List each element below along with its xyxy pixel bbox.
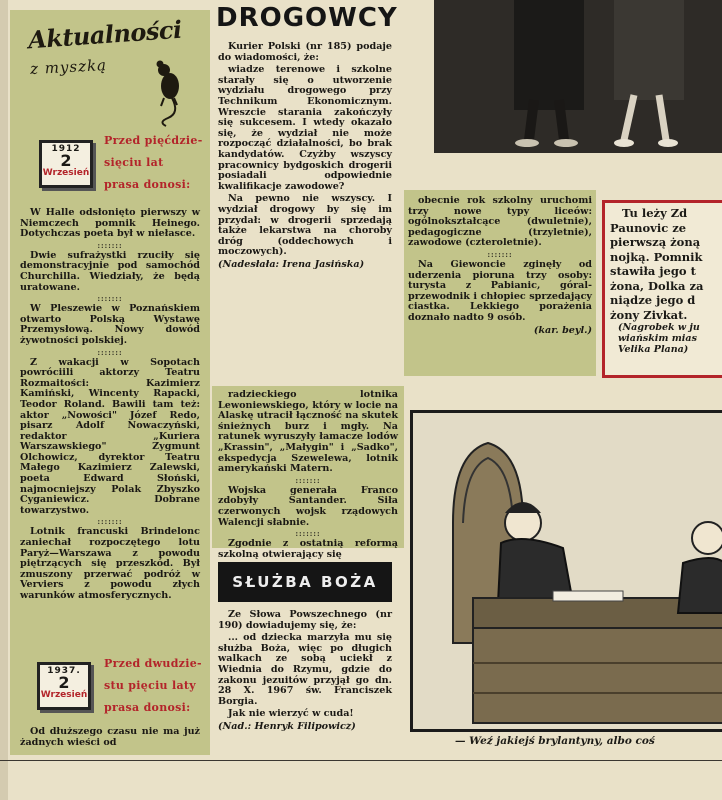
paragraph: Zgodnie z ostatnią reformą szkolną otwierający się	[218, 538, 398, 560]
dance-photo-image	[434, 0, 722, 153]
separator: :::::::	[97, 294, 123, 304]
heading-line: prasa donosi:	[104, 701, 191, 714]
separator: :::::::	[295, 529, 321, 539]
article-sluzba-boza	[218, 610, 392, 735]
epitaph-line: pierwszą żoną	[610, 235, 701, 249]
epitaph-line: niądze jego d	[610, 293, 696, 307]
paragraph: wiadze terenowe i szkolne starały się o utworzenie wydziału drogowego przy Technikum Ekonomicznym. Wreszcie starania zakończyły się sukcesem. I wtedy okazało się, że wydział nie może rozpocząć działalności, bo brak kandydatów. Czyżby wszyscy pracownicy bydgoskich drogerii posiadali odpowiednie kwalifikacje zawodowe?	[218, 64, 392, 192]
cartoon-drawing	[413, 413, 722, 729]
heading-line: stu pięciu laty	[104, 679, 196, 692]
article-1912	[20, 208, 200, 604]
masthead-subtitle: z myszką	[29, 55, 108, 79]
dance-photo	[434, 0, 722, 153]
date-month: Wrzesień	[40, 690, 88, 700]
paragraph: Z wakacji w Sopotach powróciili aktorzy Teatru Rozmaitości: Kazimierz Kamiński, Wincenty Rapacki, Teodor Roland. Bawili tam też: aktor „Nowości" Józef Redo, pisarz Adolf Nowaczyński, redaktor „Kuriera Warszawskiego" Zygmunt Olchowicz, dyrektor Teatru Małego Kazimierz Zalewski, poeta Edward Słoński, najmocniejszy Polak Zbyszko Cyganiewicz. Dobrane towarzystwo.	[20, 356, 200, 516]
page-gutter	[0, 0, 8, 800]
cartoon-caption: — Weź jakiejś brylantyny, albo coś	[455, 735, 655, 747]
paragraph: Dwie sufrażystki rzuciły się demonstracyjnie pod samochód Churchilla. Wiedziały, że będą uratowane.	[20, 249, 200, 293]
paragraph: Ze Słowa Powszechnego (nr 190) dowiadujemy się, że:	[218, 609, 392, 631]
separator: :::::::	[97, 517, 123, 527]
paragraph: Na Giewoncie zginęły od uderzenia pioruna trzy osoby: turysta z Pabianic, góral-przewodnik i chłopiec sprzedający ciastka. Lekkiego porażenia doznało nadto 9 osób.	[408, 258, 592, 323]
paragraph: ... od dziecka marzyła mu się służba Boża, więc po długich walkach ze sobą uciekł z Wiednia do Rzymu, gdzie do zakonu jezuitów przyjął go dn. 28 X. 1967 św. Franciszek Borgia.	[218, 632, 392, 707]
article-1937-end	[408, 196, 592, 338]
date-box-1912	[39, 140, 93, 188]
headline-sluzba-boza: SŁUŻBA BOŻA	[218, 562, 392, 602]
masthead-title: Aktualności	[27, 14, 183, 55]
epitaph-line: nojką. Pomnik	[610, 249, 703, 264]
epitaph-line: Paunovic ze	[610, 220, 687, 235]
epitaph-line: stawiła jego t	[610, 264, 696, 278]
heading-line: sięciu lat	[104, 156, 164, 169]
paragraph: Lotnik francuski Brindelonc zaniechał rozpoczętego lotu Paryż—Warszawa z powodu piętrzących się przeszkód. Był zmuszony przerwać podróż w Verviers z powodu złych warunków atmosferycznych.	[20, 526, 200, 601]
heading-1937	[104, 653, 202, 719]
separator: :::::::	[97, 347, 123, 357]
heading-line: prasa donosi:	[104, 178, 191, 191]
paragraph: Jak nie wierzyć w cuda!	[228, 708, 354, 720]
paragraph: W Pleszewie w Poznańskiem otwarto Polską Wystawę Przemysłową. Nowy dowód żywotności polskiej.	[20, 303, 200, 346]
separator: :::::::	[97, 240, 123, 250]
column-masthead	[20, 14, 190, 118]
epitaph-line: żony Zivkat.	[610, 307, 688, 322]
epitaph-line: żona, Dolka za	[610, 278, 704, 293]
paragraph: W Halle odsłonięto pierwszy w Niemczech pomnik Heinego. Dotychczas poeta był w niełasce.	[20, 207, 200, 240]
date-box-1937	[37, 662, 91, 710]
article-1937	[20, 727, 200, 750]
paragraph: radzieckiego lotnika Lewoniewskiego, który w locie na Alaskę utracił łączność na skutek śnieżnych burz i mgły. Na ratunek wyruszyły łamacze lodów „Krassin", „Małygin" i „Sadko", ekspedycja Szewelewa, lotnik amerykański Matern.	[218, 389, 398, 475]
mouse-illustration-icon	[150, 58, 188, 128]
date-year: 1937.	[47, 666, 81, 676]
date-year: 1912	[51, 144, 81, 154]
heading-line: Przed pięćdzie-	[104, 134, 203, 147]
bottom-rule	[0, 760, 722, 761]
date-day: 2	[60, 151, 72, 170]
epitaph-signature: (Nagrobek w ju wiańskim mias Velika Plana)	[618, 322, 700, 355]
paragraph: obecnie rok szkolny uruchomi trzy nowe typy liceów: ogólnokształcące (dwuletnie), pedagogiczne (trzyletnie), zawodowe (czteroletnie).	[408, 195, 592, 249]
separator: :::::::	[487, 249, 513, 259]
heading-1912	[104, 130, 203, 196]
article-drogowcy	[218, 42, 392, 272]
paragraph: Kurier Polski (nr 185) podaje do wiadomości, że:	[218, 41, 392, 63]
heading-line: Przed dwudzie-	[104, 657, 202, 670]
date-month: Wrzesień	[42, 168, 90, 178]
epitaph-text	[610, 206, 722, 355]
paragraph: Na pewno nie wszyscy. I wydział drogowy by się im przydał: w drogerii sprzedają także lekarstwa na choroby dróg (oddechowych i moczowych).	[218, 193, 392, 258]
article-signature: (kar. beyl.)	[533, 324, 592, 336]
cartoon-illustration	[410, 410, 722, 732]
paragraph: Od dłuższego czasu nie ma już żadnych wieści od	[20, 726, 200, 748]
article-1937-continued	[218, 390, 398, 562]
epitaph-line: Tu leży Zd	[622, 206, 688, 220]
separator: :::::::	[295, 475, 321, 485]
headline-drogowcy: DROGOWCY	[216, 3, 398, 33]
article-signature: (Nad.: Henryk Filipowicz)	[218, 720, 356, 732]
article-signature: (Nadesłała: Irena Jasińska)	[218, 258, 365, 270]
date-day: 2	[58, 673, 70, 692]
paragraph: Wojska generała Franco zdobyły Santander. Siła czerwonych wojsk rządowych Walencji słabnie.	[218, 484, 398, 528]
